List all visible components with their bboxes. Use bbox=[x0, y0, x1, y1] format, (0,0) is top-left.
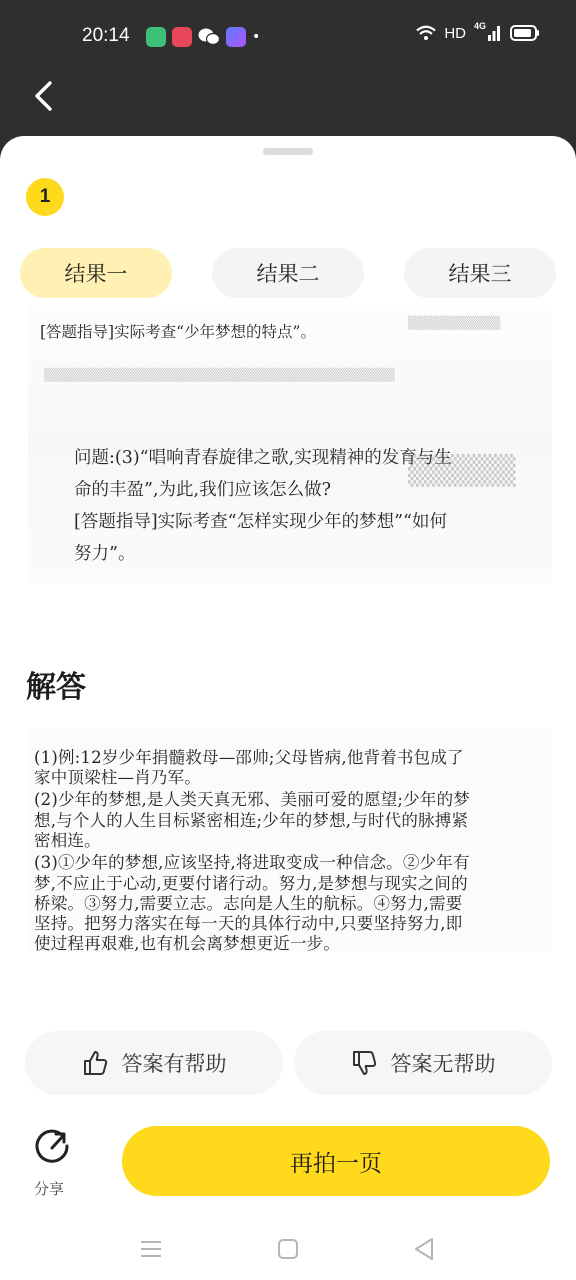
thumbs-up-icon bbox=[82, 1049, 110, 1077]
not-helpful-button[interactable] bbox=[294, 1031, 552, 1095]
helpful-button[interactable] bbox=[25, 1031, 283, 1095]
home-nav-icon[interactable] bbox=[279, 1240, 297, 1258]
question-scan-image bbox=[28, 304, 552, 584]
chevron-left-icon bbox=[28, 78, 64, 114]
more-notifications-dot: • bbox=[252, 29, 261, 45]
bleed-through-text: ▒▒▒▒▒▒▒▒▒▒ bbox=[408, 316, 501, 330]
not-helpful-label: 答案无帮助 bbox=[390, 1052, 496, 1076]
answer-line: 想,与个人的人生目标紧密相连;少年的梦想,与时代的脉搏紧 bbox=[34, 811, 469, 830]
cellular-signal-icon bbox=[474, 21, 502, 42]
answer-line: (3)①少年的梦想,应该坚持,将进取变成一种信念。②少年有 bbox=[34, 853, 470, 872]
answer-line: 密相连。 bbox=[34, 831, 101, 850]
battery-icon bbox=[510, 25, 540, 41]
result-tabs bbox=[20, 248, 556, 298]
status-time: 20:14 bbox=[82, 25, 130, 46]
bleed-through-text: ▒▒▒▒▒ bbox=[408, 454, 516, 487]
answer-scan-image bbox=[28, 728, 552, 952]
tab-result-two[interactable]: 结果二 bbox=[212, 248, 364, 298]
guide-text-2-line-1: [答题指导]实际考查“怎样实现少年的梦想”“如何 bbox=[74, 512, 447, 532]
result-sheet bbox=[0, 136, 576, 1280]
app-notification-icon bbox=[172, 27, 192, 47]
question-line-2: 命的丰盈”,为此,我们应该怎么做? bbox=[74, 480, 331, 500]
tab-result-three[interactable]: 结果三 bbox=[404, 248, 556, 298]
status-system-icons bbox=[416, 21, 540, 42]
guide-text-1: [答题指导]实际考查“少年梦想的特点”。 bbox=[40, 323, 316, 341]
answer-line: 桥梁。③努力,需要立志。志向是人生的航标。④努力,需要 bbox=[34, 894, 463, 913]
answer-line: (1)例:12岁少年捐髓救母—邵帅;父母皆病,他背着书包成了 bbox=[34, 748, 464, 767]
result-number-badge: 1 bbox=[26, 178, 64, 216]
system-navigation-bar bbox=[0, 1216, 576, 1280]
tab-result-one[interactable]: 结果一 bbox=[20, 248, 172, 298]
answer-line: 梦,不应止于心动,更要付诸行动。努力,是梦想与现实之间的 bbox=[34, 874, 468, 893]
answer-line: 家中顶梁柱—肖乃军。 bbox=[34, 768, 201, 787]
retake-photo-button[interactable]: 再拍一页 bbox=[122, 1126, 550, 1196]
share-icon bbox=[32, 1126, 72, 1166]
answer-line: 坚持。把努力落实在每一天的具体行动中,只要坚持努力,即 bbox=[34, 914, 463, 933]
hd-indicator: HD bbox=[444, 24, 466, 42]
answer-line: (2)少年的梦想,是人类天真无邪、美丽可爱的愿望;少年的梦 bbox=[34, 790, 470, 809]
back-nav-icon[interactable] bbox=[416, 1239, 432, 1259]
share-label: 分享 bbox=[34, 1180, 65, 1198]
app-notification-icon bbox=[146, 27, 166, 47]
app-notification-icon bbox=[226, 27, 246, 47]
sheet-drag-handle[interactable] bbox=[263, 148, 313, 155]
status-bar bbox=[0, 0, 576, 72]
bleed-through-text: ▒▒▒▒▒▒▒▒▒▒▒▒▒▒▒▒▒▒▒▒▒▒▒▒▒▒▒▒▒▒▒▒▒▒▒▒▒▒ bbox=[44, 368, 395, 382]
guide-text-2-line-2: 努力”。 bbox=[74, 544, 136, 564]
answer-heading: 解答 bbox=[26, 670, 86, 705]
share-button[interactable] bbox=[30, 1126, 74, 1170]
thumbs-down-icon bbox=[351, 1049, 379, 1077]
helpful-label: 答案有帮助 bbox=[121, 1052, 227, 1076]
wechat-icon bbox=[198, 27, 220, 47]
question-line-1: 问题:(3)“唱响青春旋律之歌,实现精神的发育与生 bbox=[74, 448, 452, 468]
answer-line: 使过程再艰难,也有机会离梦想更近一步。 bbox=[34, 934, 341, 953]
wifi-icon bbox=[416, 25, 436, 41]
menu-nav-icon[interactable] bbox=[141, 1242, 161, 1256]
back-button[interactable] bbox=[28, 78, 64, 114]
signal-type-label: 4G bbox=[474, 21, 487, 31]
status-notification-icons bbox=[146, 27, 260, 47]
